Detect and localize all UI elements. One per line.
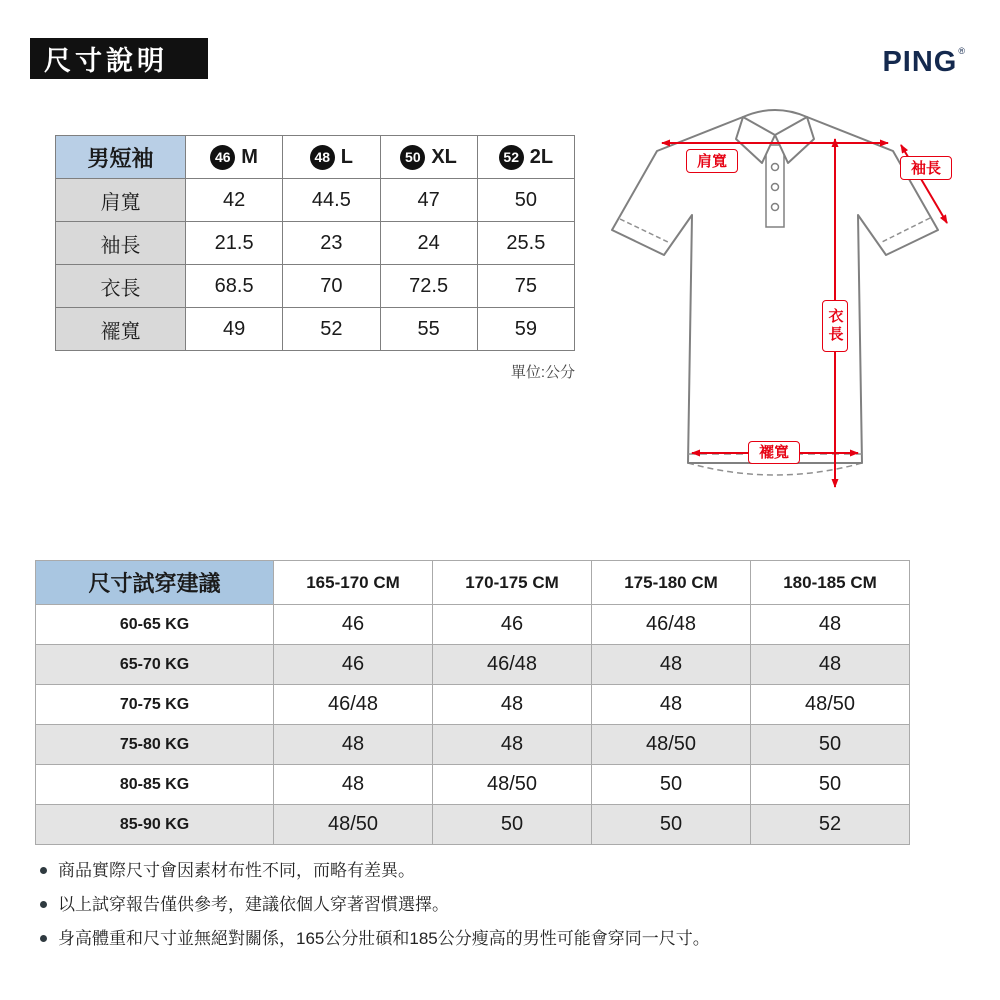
size-row-shoulder — [56, 179, 575, 222]
height-column-header: 180-185 CM — [751, 561, 910, 605]
fit-size-value: 50 — [433, 805, 592, 845]
height-column-header: 170-175 CM — [433, 561, 592, 605]
measure-label: 肩寬 — [56, 179, 186, 222]
fit-row — [36, 765, 910, 805]
fit-row — [36, 685, 910, 725]
measure-value: 70 — [283, 265, 380, 308]
fit-size-value: 50 — [592, 765, 751, 805]
fit-size-value: 48 — [751, 645, 910, 685]
fit-size-value: 48/50 — [433, 765, 592, 805]
fit-size-value: 48 — [433, 685, 592, 725]
measure-value: 55 — [380, 308, 477, 351]
measure-label: 衣長 — [56, 265, 186, 308]
size-name-2l: 2L — [529, 145, 554, 168]
button-icon — [772, 164, 779, 171]
size-name-l: L — [340, 145, 353, 168]
fit-row — [36, 725, 910, 765]
weight-range-label: 60-65 KG — [36, 605, 274, 645]
fit-size-value: 48/50 — [751, 685, 910, 725]
height-column-header: 165-170 CM — [274, 561, 433, 605]
page-title — [30, 38, 208, 79]
size-table-header-row — [56, 136, 575, 179]
polo-measurement-diagram — [600, 95, 992, 525]
shoulder-width-label: 肩寬 — [686, 149, 738, 173]
size-badge-48: 48 — [310, 145, 335, 170]
measure-label: 襬寬 — [56, 308, 186, 351]
measure-value: 52 — [283, 308, 380, 351]
fit-size-value: 46/48 — [274, 685, 433, 725]
weight-range-label: 85-90 KG — [36, 805, 274, 845]
fit-size-value: 48/50 — [592, 725, 751, 765]
bullet-icon — [40, 867, 47, 874]
hem-width-label: 襬寬 — [748, 441, 800, 464]
fit-table-title: 尺寸試穿建議 — [36, 561, 274, 605]
note-text: 身高體重和尺寸並無絕對關係，165公分壯碩和185公分瘦高的男性可能會穿同一尺寸。 — [58, 929, 710, 948]
measure-value: 42 — [186, 179, 283, 222]
size-column-m — [186, 136, 283, 179]
fit-size-value: 50 — [751, 725, 910, 765]
measure-value: 24 — [380, 222, 477, 265]
measure-value: 25.5 — [477, 222, 574, 265]
height-column-header: 175-180 CM — [592, 561, 751, 605]
weight-range-label: 75-80 KG — [36, 725, 274, 765]
size-column-l — [283, 136, 380, 179]
measure-value: 75 — [477, 265, 574, 308]
unit-note: 單位:公分 — [510, 364, 575, 381]
size-column-2l — [477, 136, 574, 179]
note-text: 商品實際尺寸會因素材布性不同，而略有差異。 — [58, 861, 415, 880]
note-line — [40, 894, 970, 915]
size-badge-50: 50 — [400, 145, 425, 170]
fit-size-value: 48 — [592, 645, 751, 685]
size-row-hem — [56, 308, 575, 351]
size-table-title: 男短袖 — [56, 136, 186, 179]
note-line — [40, 928, 970, 949]
fit-size-value: 50 — [751, 765, 910, 805]
size-row-sleeve — [56, 222, 575, 265]
size-table — [55, 135, 575, 351]
fit-suggestion-table — [35, 560, 910, 845]
fit-size-value: 48 — [433, 725, 592, 765]
sleeve-length-label: 袖長 — [900, 156, 952, 180]
note-line — [40, 860, 970, 881]
fit-row — [36, 605, 910, 645]
measure-value: 59 — [477, 308, 574, 351]
fit-size-value: 46 — [433, 605, 592, 645]
size-badge-52: 52 — [499, 145, 524, 170]
fit-size-value: 52 — [751, 805, 910, 845]
button-icon — [772, 184, 779, 191]
measure-value: 44.5 — [283, 179, 380, 222]
size-badge-46: 46 — [210, 145, 235, 170]
weight-range-label: 80-85 KG — [36, 765, 274, 805]
fit-size-value: 46 — [274, 605, 433, 645]
size-column-xl — [380, 136, 477, 179]
ping-logo — [882, 46, 966, 79]
fit-row — [36, 645, 910, 685]
weight-range-label: 65-70 KG — [36, 645, 274, 685]
fit-size-value: 46/48 — [433, 645, 592, 685]
fit-row — [36, 805, 910, 845]
registered-mark: ® — [958, 46, 966, 56]
size-name-m: M — [241, 145, 258, 168]
fit-size-value: 48 — [592, 685, 751, 725]
bullet-icon — [40, 935, 47, 942]
brand-text: PING — [882, 46, 958, 78]
button-icon — [772, 204, 779, 211]
fit-size-value: 48/50 — [274, 805, 433, 845]
fit-size-value: 46 — [274, 645, 433, 685]
measure-value: 68.5 — [186, 265, 283, 308]
measure-value: 21.5 — [186, 222, 283, 265]
fit-size-value: 48 — [274, 725, 433, 765]
fit-size-value: 46/48 — [592, 605, 751, 645]
weight-range-label: 70-75 KG — [36, 685, 274, 725]
measure-value: 72.5 — [380, 265, 477, 308]
fit-size-value: 50 — [592, 805, 751, 845]
page-title-text: 尺寸說明 — [44, 46, 168, 76]
fit-size-value: 48 — [751, 605, 910, 645]
bullet-icon — [40, 901, 47, 908]
size-row-length — [56, 265, 575, 308]
fit-table-header-row — [36, 561, 910, 605]
garment-length-label: 衣長 — [822, 300, 848, 352]
size-name-xl: XL — [431, 145, 457, 168]
measure-value: 50 — [477, 179, 574, 222]
note-text: 以上試穿報告僅供參考，建議依個人穿著習慣選擇。 — [58, 895, 449, 914]
measure-value: 49 — [186, 308, 283, 351]
footnotes — [40, 860, 970, 962]
measure-label: 袖長 — [56, 222, 186, 265]
measure-value: 47 — [380, 179, 477, 222]
measure-value: 23 — [283, 222, 380, 265]
fit-size-value: 48 — [274, 765, 433, 805]
